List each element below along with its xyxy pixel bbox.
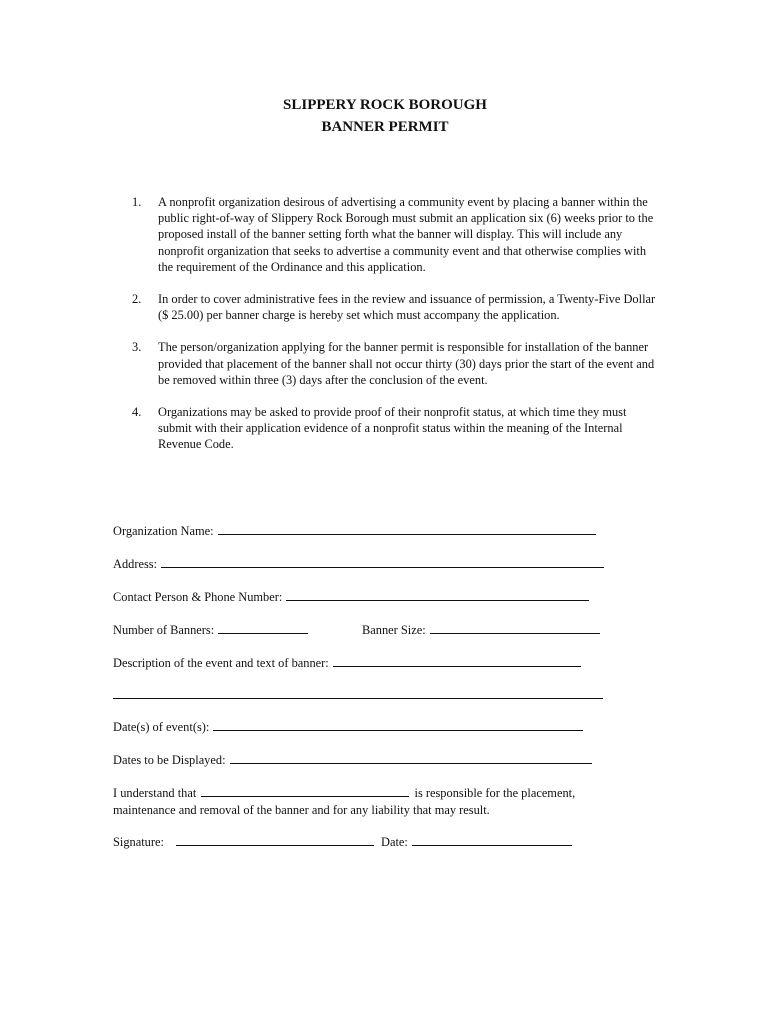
- address-row: [113, 555, 604, 572]
- address-field[interactable]: [161, 555, 604, 568]
- num-banners-field[interactable]: [218, 621, 308, 634]
- date-field[interactable]: [412, 833, 572, 846]
- banner-size-row: [362, 621, 600, 638]
- description-field[interactable]: [333, 654, 581, 667]
- item-number: 4.: [132, 405, 142, 420]
- acknowledgement: [113, 784, 613, 818]
- item-number: 2.: [132, 292, 142, 307]
- org-name-field[interactable]: [218, 522, 596, 535]
- terms-list: [132, 194, 662, 469]
- page-title: SLIPPERY ROCK BOROUGH: [283, 97, 487, 113]
- address-label: Address:: [113, 557, 158, 571]
- understand-suffix: is responsible for the placement,: [414, 786, 576, 800]
- dates-displayed-row: [113, 751, 592, 768]
- item-text: Organizations may be asked to provide proof of their nonprofit status, at which time they must submit with their application evidence of a nonprofit status within the meaning of the Internal Revenue Code.: [158, 405, 627, 452]
- banner-size-label: Banner Size:: [362, 623, 426, 637]
- page-subtitle: BANNER PERMIT: [321, 119, 449, 135]
- dates-events-label: Date(s) of event(s):: [113, 720, 210, 734]
- list-item: [132, 194, 662, 275]
- list-item: [132, 291, 662, 323]
- signature-row: [113, 833, 572, 850]
- signature-field[interactable]: [176, 833, 374, 846]
- item-number: 1.: [132, 195, 142, 209]
- org-name-row: [113, 522, 596, 539]
- num-banners-label: Number of Banners:: [113, 623, 215, 637]
- description-row: [113, 654, 581, 671]
- dates-events-row: [113, 718, 583, 735]
- list-item: [132, 404, 662, 453]
- date-label: Date:: [381, 835, 408, 849]
- item-text: A nonprofit organization desirous of advertising a community event by placing a banner within the public right-of-way of Slippery Rock Borough must submit an application six (6) weeks prior to the proposed install of the banner setting forth what the banner will display. This will include any nonprofit organization that seeks to advertise a community event and that otherwise complies with the requirement of the Ordinance and this application.: [158, 195, 654, 274]
- num-banners-row: [113, 621, 308, 638]
- org-name-label: Organization Name:: [113, 524, 214, 538]
- item-number: 3.: [132, 340, 142, 355]
- item-text: The person/organization applying for the banner permit is responsible for installation of the banner provided that placement of the banner shall not occur thirty (30) days prior the start of the event and be removed within three (3) days after the conclusion of the event.: [158, 340, 655, 387]
- banner-size-field[interactable]: [430, 621, 600, 634]
- contact-field[interactable]: [286, 588, 589, 601]
- signature-label: Signature:: [113, 835, 164, 849]
- dates-displayed-label: Dates to be Displayed:: [113, 753, 226, 767]
- contact-row: [113, 588, 589, 605]
- list-item: [132, 339, 662, 388]
- responsible-party-field[interactable]: [201, 784, 409, 797]
- contact-label: Contact Person & Phone Number:: [113, 590, 283, 604]
- understand-line2: maintenance and removal of the banner and for any liability that may result.: [113, 802, 490, 817]
- item-text: In order to cover administrative fees in the review and issuance of permission, a Twenty-Five Dollar ($ 25.00) per banner charge is hereby set which must accompany the application.: [158, 292, 656, 323]
- dates-displayed-field[interactable]: [230, 751, 592, 764]
- understand-prefix: I understand that: [113, 786, 197, 800]
- description-label: Description of the event and text of banner:: [113, 656, 329, 670]
- description-line-2: [113, 686, 603, 703]
- dates-events-field[interactable]: [213, 718, 583, 731]
- description-field-2[interactable]: [113, 686, 603, 699]
